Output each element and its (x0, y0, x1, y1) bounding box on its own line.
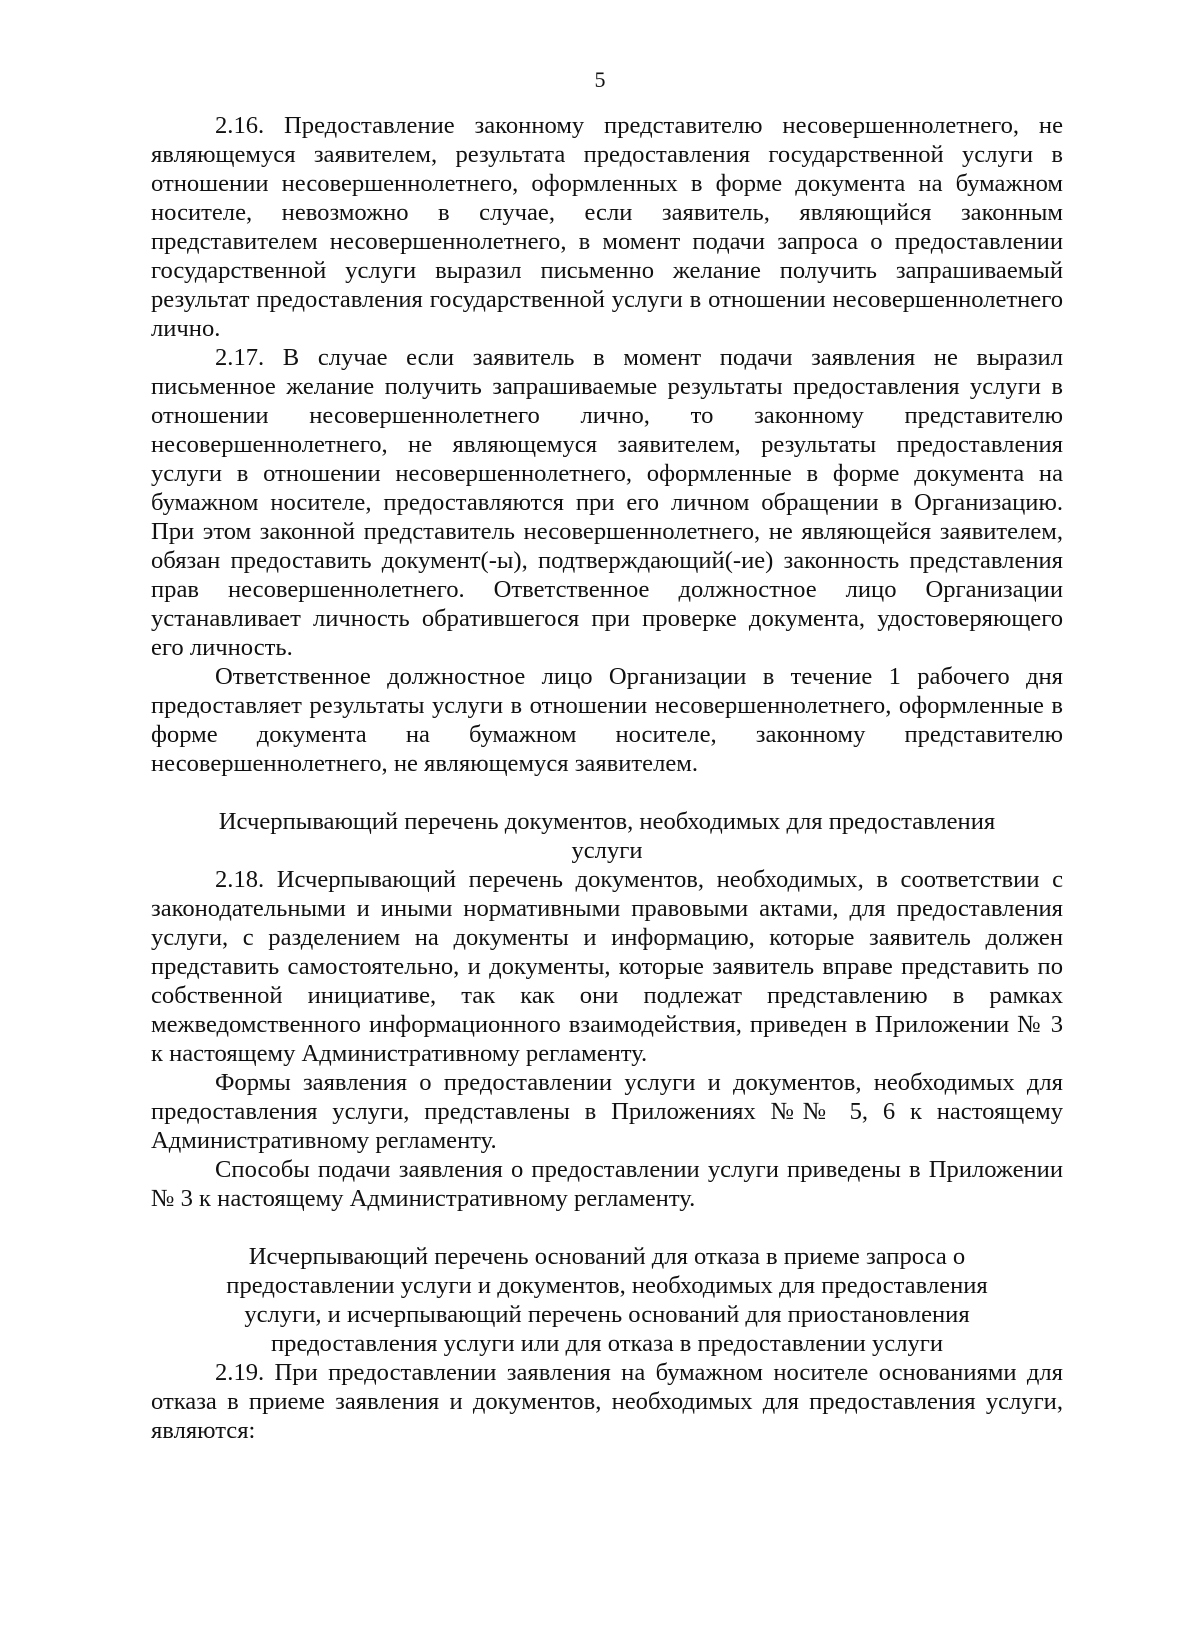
section-spacer (151, 1213, 1063, 1242)
heading-line: Исчерпывающий перечень документов, необходимых для предоставления (218, 808, 996, 835)
heading-line: предоставления услуги или для отказа в предоставлении услуги (270, 1330, 944, 1357)
section-heading-refusal (151, 1242, 1063, 1358)
paragraph-2-16: 2.16. Предоставление законному представителю несовершеннолетнего, не являющемуся заявителем, результата предоставления государственной услуги в отношении несовершеннолетнего, оформленных в форме документа на бумажном носителе, невозможно в случае, если заявитель, являющийся законным представителем несовершеннолетнего, в момент подачи запроса о предоставлении государственной услуги выразил письменно желание получить запрашиваемый результат предоставления государственной услуги в отношении несовершеннолетнего лично. (151, 112, 1063, 342)
heading-line: услуги, и исчерпывающий перечень оснований для приостановления (244, 1301, 970, 1328)
paragraph-application-forms: Формы заявления о предоставлении услуги и документов, необходимых для предоставления услуги, представлены в Приложениях №№ 5, 6 к настоящему Административному регламенту. (151, 1069, 1063, 1154)
paragraph-2-18: 2.18. Исчерпывающий перечень документов, необходимых, в соответствии с законодательными и иными нормативными правовыми актами, для предоставления услуги, с разделением на документы и информацию, которые заявитель должен представить самостоятельно, и документы, которые заявитель вправе представить по собственной инициативе, так как они подлежат представлению в рамках межведомственного информационного взаимодействия, приведен в Приложении № 3 к настоящему Административному регламенту. (151, 866, 1063, 1067)
section-heading-documents (151, 807, 1063, 865)
paragraph-responsible-official: Ответственное должностное лицо Организации в течение 1 рабочего дня предоставляет результаты услуги в отношении несовершеннолетнего, оформленные в форме документа на бумажном носителе, законному представителю несовершеннолетнего, не являющемуся заявителем. (151, 663, 1063, 777)
heading-line: предоставлении услуги и документов, необходимых для предоставления (226, 1272, 988, 1299)
page-number: 5 (594, 67, 606, 92)
section-spacer (151, 778, 1063, 807)
paragraph-2-19: 2.19. При предоставлении заявления на бумажном носителе основаниями для отказа в приеме заявления и документов, необходимых для предоставления услуги, являются: (151, 1359, 1063, 1444)
heading-line: услуги (571, 837, 643, 864)
heading-line: Исчерпывающий перечень оснований для отказа в приеме запроса о (248, 1243, 966, 1270)
document-body (151, 111, 1063, 1445)
paragraph-submission-methods: Способы подачи заявления о предоставлении услуги приведены в Приложении № 3 к настоящему Административному регламенту. (151, 1156, 1063, 1212)
paragraph-2-17: 2.17. В случае если заявитель в момент подачи заявления не выразил письменное желание получить запрашиваемые результаты предоставления услуги в отношении несовершеннолетнего лично, то законному представителю несовершеннолетнего, не являющемуся заявителем, результаты предоставления услуги в отношении несовершеннолетнего, оформленные в форме документа на бумажном носителе, предоставляются при его личном обращении в Организацию. При этом законной представитель несовершеннолетнего, не являющейся заявителем, обязан предоставить документ(-ы), подтверждающий(-ие) законность представления прав несовершеннолетнего. Ответственное должностное лицо Организации устанавливает личность обратившегося при проверке документа, удостоверяющего его личность. (151, 344, 1063, 661)
